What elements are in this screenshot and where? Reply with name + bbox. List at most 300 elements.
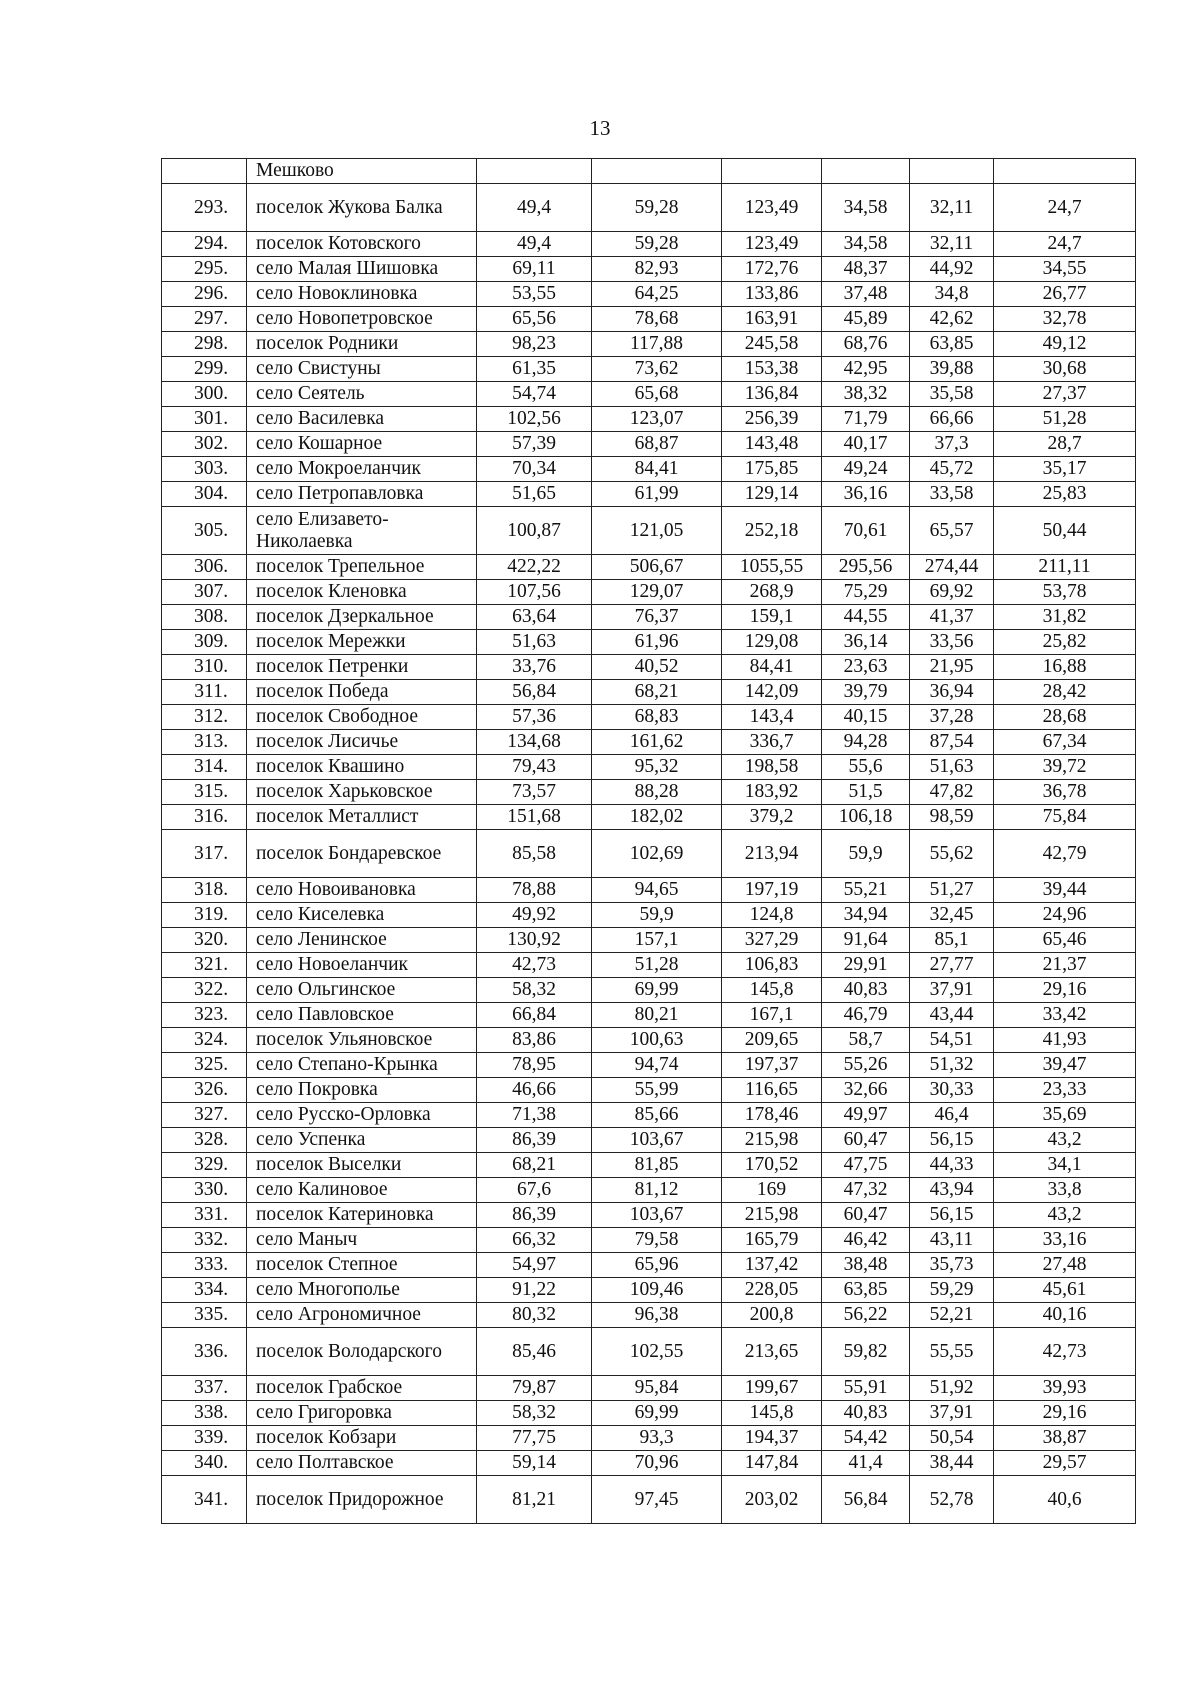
- value-cell-3: 136,84: [722, 382, 822, 407]
- value-cell-5: 43,44: [910, 1003, 994, 1028]
- value-cell-1: [477, 159, 592, 184]
- value-cell-3: [722, 159, 822, 184]
- value-cell-3: 209,65: [722, 1028, 822, 1053]
- settlement-name-cell: село Новоивановка: [247, 878, 477, 903]
- settlement-name-cell: село Мокроеланчик: [247, 457, 477, 482]
- value-cell-4: 56,84: [822, 1476, 910, 1524]
- value-cell-4: 51,5: [822, 780, 910, 805]
- value-cell-1: 100,87: [477, 507, 592, 555]
- table-row: [162, 257, 1136, 282]
- row-number-cell: 304.: [162, 482, 247, 507]
- row-number-cell: 293.: [162, 184, 247, 232]
- value-cell-6: 29,16: [994, 978, 1136, 1003]
- value-cell-6: 28,42: [994, 680, 1136, 705]
- value-cell-3: 133,86: [722, 282, 822, 307]
- row-number-cell: 326.: [162, 1078, 247, 1103]
- value-cell-6: 39,93: [994, 1376, 1136, 1401]
- value-cell-4: 29,91: [822, 953, 910, 978]
- row-number-cell: 296.: [162, 282, 247, 307]
- value-cell-2: 94,65: [592, 878, 722, 903]
- settlement-name-cell: поселок Победа: [247, 680, 477, 705]
- value-cell-5: 37,3: [910, 432, 994, 457]
- table-row: [162, 1303, 1136, 1328]
- table-row: [162, 830, 1136, 878]
- value-cell-5: 43,11: [910, 1228, 994, 1253]
- row-number-cell: 294.: [162, 232, 247, 257]
- row-number-cell: 322.: [162, 978, 247, 1003]
- row-number-cell: 338.: [162, 1401, 247, 1426]
- table-row: [162, 1426, 1136, 1451]
- table-row: [162, 232, 1136, 257]
- value-cell-6: 32,78: [994, 307, 1136, 332]
- value-cell-1: 78,95: [477, 1053, 592, 1078]
- value-cell-6: 43,2: [994, 1203, 1136, 1228]
- value-cell-4: 41,4: [822, 1451, 910, 1476]
- value-cell-5: 44,33: [910, 1153, 994, 1178]
- value-cell-2: 70,96: [592, 1451, 722, 1476]
- table-row: [162, 1128, 1136, 1153]
- value-cell-5: 45,72: [910, 457, 994, 482]
- row-number-cell: 319.: [162, 903, 247, 928]
- value-cell-3: 228,05: [722, 1278, 822, 1303]
- value-cell-4: 38,48: [822, 1253, 910, 1278]
- table-row: [162, 680, 1136, 705]
- value-cell-6: 27,37: [994, 382, 1136, 407]
- table-row: [162, 928, 1136, 953]
- table-row: [162, 1278, 1136, 1303]
- table-row: [162, 1178, 1136, 1203]
- value-cell-3: 215,98: [722, 1128, 822, 1153]
- row-number-cell: 332.: [162, 1228, 247, 1253]
- value-cell-5: 52,78: [910, 1476, 994, 1524]
- settlement-name-cell: село Ольгинское: [247, 978, 477, 1003]
- settlement-name-cell: поселок Кобзари: [247, 1426, 477, 1451]
- value-cell-3: 137,42: [722, 1253, 822, 1278]
- value-cell-5: 54,51: [910, 1028, 994, 1053]
- value-cell-6: 28,7: [994, 432, 1136, 457]
- value-cell-6: 67,34: [994, 730, 1136, 755]
- settlement-name-cell: село Успенка: [247, 1128, 477, 1153]
- value-cell-6: 24,7: [994, 232, 1136, 257]
- value-cell-3: 183,92: [722, 780, 822, 805]
- value-cell-3: 159,1: [722, 605, 822, 630]
- settlement-name-cell: Мешково: [247, 159, 477, 184]
- value-cell-4: 54,42: [822, 1426, 910, 1451]
- settlement-name-cell: село Павловское: [247, 1003, 477, 1028]
- value-cell-2: 68,21: [592, 680, 722, 705]
- value-cell-4: 70,61: [822, 507, 910, 555]
- table-row: [162, 184, 1136, 232]
- table-row: [162, 457, 1136, 482]
- value-cell-2: 81,85: [592, 1153, 722, 1178]
- value-cell-5: 36,94: [910, 680, 994, 705]
- row-number-cell: 324.: [162, 1028, 247, 1053]
- value-cell-5: 21,95: [910, 655, 994, 680]
- value-cell-5: 98,59: [910, 805, 994, 830]
- table-row: [162, 580, 1136, 605]
- row-number-cell: 321.: [162, 953, 247, 978]
- value-cell-3: 194,37: [722, 1426, 822, 1451]
- value-cell-4: 40,83: [822, 1401, 910, 1426]
- value-cell-2: 61,99: [592, 482, 722, 507]
- value-cell-6: [994, 159, 1136, 184]
- row-number-cell: 297.: [162, 307, 247, 332]
- settlement-name-cell: поселок Грабское: [247, 1376, 477, 1401]
- value-cell-4: 94,28: [822, 730, 910, 755]
- settlement-name-cell: село Новопетровское: [247, 307, 477, 332]
- table-row: [162, 1103, 1136, 1128]
- value-cell-5: 52,21: [910, 1303, 994, 1328]
- value-cell-3: 336,7: [722, 730, 822, 755]
- settlement-name-cell: село Русско-Орловка: [247, 1103, 477, 1128]
- settlement-name-cell: поселок Степное: [247, 1253, 477, 1278]
- value-cell-2: 55,99: [592, 1078, 722, 1103]
- settlement-name-cell: село Сеятель: [247, 382, 477, 407]
- value-cell-2: 121,05: [592, 507, 722, 555]
- settlement-name-cell: поселок Кленовка: [247, 580, 477, 605]
- value-cell-3: 145,8: [722, 978, 822, 1003]
- value-cell-5: 56,15: [910, 1128, 994, 1153]
- value-cell-3: 170,52: [722, 1153, 822, 1178]
- value-cell-5: 55,62: [910, 830, 994, 878]
- value-cell-3: 379,2: [722, 805, 822, 830]
- row-number-cell: 318.: [162, 878, 247, 903]
- value-cell-6: 41,93: [994, 1028, 1136, 1053]
- value-cell-2: 79,58: [592, 1228, 722, 1253]
- settlement-name-cell: поселок Бондаревское: [247, 830, 477, 878]
- table-body: [162, 159, 1136, 1524]
- value-cell-4: 55,91: [822, 1376, 910, 1401]
- value-cell-5: 50,54: [910, 1426, 994, 1451]
- settlement-name-cell: поселок Мережки: [247, 630, 477, 655]
- settlement-name-cell: поселок Жукова Балка: [247, 184, 477, 232]
- value-cell-1: 63,64: [477, 605, 592, 630]
- table-row: [162, 1003, 1136, 1028]
- table-row: [162, 1028, 1136, 1053]
- value-cell-6: 25,83: [994, 482, 1136, 507]
- value-cell-5: 51,27: [910, 878, 994, 903]
- value-cell-4: 68,76: [822, 332, 910, 357]
- value-cell-4: 42,95: [822, 357, 910, 382]
- value-cell-3: 197,19: [722, 878, 822, 903]
- value-cell-4: 56,22: [822, 1303, 910, 1328]
- value-cell-1: 53,55: [477, 282, 592, 307]
- value-cell-2: 68,87: [592, 432, 722, 457]
- settlement-name-cell: село Маныч: [247, 1228, 477, 1253]
- value-cell-1: 79,43: [477, 755, 592, 780]
- value-cell-1: 61,35: [477, 357, 592, 382]
- value-cell-2: 96,38: [592, 1303, 722, 1328]
- value-cell-2: 102,69: [592, 830, 722, 878]
- value-cell-1: 83,86: [477, 1028, 592, 1053]
- table-row: [162, 332, 1136, 357]
- row-number-cell: [162, 159, 247, 184]
- value-cell-2: 69,99: [592, 978, 722, 1003]
- value-cell-3: 153,38: [722, 357, 822, 382]
- settlement-name-cell: село Петропавловка: [247, 482, 477, 507]
- value-cell-1: 49,4: [477, 184, 592, 232]
- row-number-cell: 311.: [162, 680, 247, 705]
- value-cell-3: 124,8: [722, 903, 822, 928]
- row-number-cell: 313.: [162, 730, 247, 755]
- value-cell-2: 102,55: [592, 1328, 722, 1376]
- row-number-cell: 301.: [162, 407, 247, 432]
- value-cell-5: 33,58: [910, 482, 994, 507]
- value-cell-4: 34,58: [822, 232, 910, 257]
- value-cell-3: 213,65: [722, 1328, 822, 1376]
- value-cell-4: 71,79: [822, 407, 910, 432]
- value-cell-1: 86,39: [477, 1203, 592, 1228]
- value-cell-6: 211,11: [994, 555, 1136, 580]
- value-cell-1: 57,36: [477, 705, 592, 730]
- row-number-cell: 317.: [162, 830, 247, 878]
- value-cell-2: 94,74: [592, 1053, 722, 1078]
- value-cell-4: 91,64: [822, 928, 910, 953]
- value-cell-6: 27,48: [994, 1253, 1136, 1278]
- value-cell-4: 38,32: [822, 382, 910, 407]
- value-cell-6: 23,33: [994, 1078, 1136, 1103]
- value-cell-2: 85,66: [592, 1103, 722, 1128]
- row-number-cell: 333.: [162, 1253, 247, 1278]
- value-cell-4: 36,16: [822, 482, 910, 507]
- value-cell-4: 40,17: [822, 432, 910, 457]
- value-cell-1: 80,32: [477, 1303, 592, 1328]
- table-row: [162, 507, 1136, 555]
- value-cell-3: 199,67: [722, 1376, 822, 1401]
- value-cell-1: 51,65: [477, 482, 592, 507]
- value-cell-4: 44,55: [822, 605, 910, 630]
- table-row: [162, 1253, 1136, 1278]
- value-cell-4: 48,37: [822, 257, 910, 282]
- value-cell-1: 69,11: [477, 257, 592, 282]
- value-cell-6: 42,73: [994, 1328, 1136, 1376]
- value-cell-6: 39,44: [994, 878, 1136, 903]
- value-cell-3: 178,46: [722, 1103, 822, 1128]
- settlement-name-cell: село Ленинское: [247, 928, 477, 953]
- value-cell-6: 51,28: [994, 407, 1136, 432]
- value-cell-6: 40,16: [994, 1303, 1136, 1328]
- value-cell-4: 55,21: [822, 878, 910, 903]
- value-cell-6: 75,84: [994, 805, 1136, 830]
- value-cell-3: 129,14: [722, 482, 822, 507]
- value-cell-5: 39,88: [910, 357, 994, 382]
- table-row: [162, 780, 1136, 805]
- value-cell-3: 143,4: [722, 705, 822, 730]
- settlement-name-cell: село Калиновое: [247, 1178, 477, 1203]
- row-number-cell: 330.: [162, 1178, 247, 1203]
- value-cell-2: 161,62: [592, 730, 722, 755]
- value-cell-1: 49,4: [477, 232, 592, 257]
- value-cell-4: 40,15: [822, 705, 910, 730]
- table-row: [162, 357, 1136, 382]
- value-cell-2: 78,68: [592, 307, 722, 332]
- value-cell-4: 295,56: [822, 555, 910, 580]
- value-cell-3: 252,18: [722, 507, 822, 555]
- value-cell-6: 39,72: [994, 755, 1136, 780]
- settlement-name-cell: село Василевка: [247, 407, 477, 432]
- value-cell-6: 38,87: [994, 1426, 1136, 1451]
- settlement-name-cell: поселок Трепельное: [247, 555, 477, 580]
- value-cell-6: 42,79: [994, 830, 1136, 878]
- value-cell-4: 47,75: [822, 1153, 910, 1178]
- value-cell-1: 33,76: [477, 655, 592, 680]
- value-cell-1: 58,32: [477, 978, 592, 1003]
- value-cell-1: 78,88: [477, 878, 592, 903]
- value-cell-5: 47,82: [910, 780, 994, 805]
- value-cell-6: 53,78: [994, 580, 1136, 605]
- value-cell-1: 57,39: [477, 432, 592, 457]
- value-cell-1: 67,6: [477, 1178, 592, 1203]
- value-cell-6: 35,17: [994, 457, 1136, 482]
- value-cell-5: 87,54: [910, 730, 994, 755]
- value-cell-4: 63,85: [822, 1278, 910, 1303]
- value-cell-2: 69,99: [592, 1401, 722, 1426]
- row-number-cell: 305.: [162, 507, 247, 555]
- table-row: [162, 978, 1136, 1003]
- value-cell-6: 16,88: [994, 655, 1136, 680]
- value-cell-5: 65,57: [910, 507, 994, 555]
- value-cell-4: 34,58: [822, 184, 910, 232]
- row-number-cell: 298.: [162, 332, 247, 357]
- value-cell-5: 43,94: [910, 1178, 994, 1203]
- value-cell-2: 68,83: [592, 705, 722, 730]
- value-cell-1: 65,56: [477, 307, 592, 332]
- value-cell-2: 506,67: [592, 555, 722, 580]
- value-cell-6: 26,77: [994, 282, 1136, 307]
- value-cell-4: 40,83: [822, 978, 910, 1003]
- value-cell-2: 65,96: [592, 1253, 722, 1278]
- value-cell-3: 172,76: [722, 257, 822, 282]
- table-row: [162, 307, 1136, 332]
- value-cell-2: 76,37: [592, 605, 722, 630]
- value-cell-3: 123,49: [722, 184, 822, 232]
- row-number-cell: 320.: [162, 928, 247, 953]
- value-cell-6: 49,12: [994, 332, 1136, 357]
- table-row: [162, 1376, 1136, 1401]
- settlement-name-cell: поселок Котовского: [247, 232, 477, 257]
- value-cell-5: 35,73: [910, 1253, 994, 1278]
- value-cell-5: 32,45: [910, 903, 994, 928]
- value-cell-2: [592, 159, 722, 184]
- value-cell-2: 65,68: [592, 382, 722, 407]
- table-row: [162, 1228, 1136, 1253]
- table-row: [162, 407, 1136, 432]
- value-cell-3: 215,98: [722, 1203, 822, 1228]
- value-cell-2: 157,1: [592, 928, 722, 953]
- settlement-name-cell: село Киселевка: [247, 903, 477, 928]
- value-cell-2: 93,3: [592, 1426, 722, 1451]
- table-row: [162, 432, 1136, 457]
- settlement-name-cell: село Елизавето-Николаевка: [247, 507, 477, 555]
- value-cell-3: 175,85: [722, 457, 822, 482]
- value-cell-2: 129,07: [592, 580, 722, 605]
- value-cell-1: 85,46: [477, 1328, 592, 1376]
- value-cell-3: 129,08: [722, 630, 822, 655]
- value-cell-6: 50,44: [994, 507, 1136, 555]
- value-cell-4: 37,48: [822, 282, 910, 307]
- value-cell-4: 34,94: [822, 903, 910, 928]
- settlement-name-cell: село Свистуны: [247, 357, 477, 382]
- value-cell-5: 37,91: [910, 1401, 994, 1426]
- row-number-cell: 341.: [162, 1476, 247, 1524]
- value-cell-4: 58,7: [822, 1028, 910, 1053]
- settlement-name-cell: поселок Свободное: [247, 705, 477, 730]
- value-cell-6: 35,69: [994, 1103, 1136, 1128]
- value-cell-3: 327,29: [722, 928, 822, 953]
- value-cell-6: 65,46: [994, 928, 1136, 953]
- row-number-cell: 315.: [162, 780, 247, 805]
- value-cell-5: 33,56: [910, 630, 994, 655]
- value-cell-3: 163,91: [722, 307, 822, 332]
- value-cell-1: 56,84: [477, 680, 592, 705]
- value-cell-1: 134,68: [477, 730, 592, 755]
- table-row: [162, 953, 1136, 978]
- value-cell-6: 24,96: [994, 903, 1136, 928]
- value-cell-4: 49,97: [822, 1103, 910, 1128]
- value-cell-3: 116,65: [722, 1078, 822, 1103]
- value-cell-6: 28,68: [994, 705, 1136, 730]
- value-cell-6: 31,82: [994, 605, 1136, 630]
- value-cell-1: 81,21: [477, 1476, 592, 1524]
- value-cell-5: 55,55: [910, 1328, 994, 1376]
- table-row: [162, 755, 1136, 780]
- value-cell-2: 59,28: [592, 232, 722, 257]
- value-cell-6: 21,37: [994, 953, 1136, 978]
- value-cell-5: 37,91: [910, 978, 994, 1003]
- settlement-name-cell: поселок Родники: [247, 332, 477, 357]
- table-row: [162, 1328, 1136, 1376]
- value-cell-4: 59,82: [822, 1328, 910, 1376]
- settlement-name-cell: поселок Металлист: [247, 805, 477, 830]
- table-row: [162, 630, 1136, 655]
- value-cell-6: 33,8: [994, 1178, 1136, 1203]
- value-cell-2: 82,93: [592, 257, 722, 282]
- table-row: [162, 1053, 1136, 1078]
- continuation-row: [162, 159, 1136, 184]
- settlement-name-cell: село Полтавское: [247, 1451, 477, 1476]
- value-cell-5: 69,92: [910, 580, 994, 605]
- value-cell-3: 84,41: [722, 655, 822, 680]
- value-cell-4: 39,79: [822, 680, 910, 705]
- value-cell-1: 54,74: [477, 382, 592, 407]
- value-cell-6: 33,16: [994, 1228, 1136, 1253]
- value-cell-4: 32,66: [822, 1078, 910, 1103]
- value-cell-6: 45,61: [994, 1278, 1136, 1303]
- value-cell-3: 256,39: [722, 407, 822, 432]
- value-cell-6: 25,82: [994, 630, 1136, 655]
- value-cell-3: 1055,55: [722, 555, 822, 580]
- value-cell-5: 30,33: [910, 1078, 994, 1103]
- row-number-cell: 327.: [162, 1103, 247, 1128]
- value-cell-3: 197,37: [722, 1053, 822, 1078]
- value-cell-1: 91,22: [477, 1278, 592, 1303]
- value-cell-5: 42,62: [910, 307, 994, 332]
- row-number-cell: 300.: [162, 382, 247, 407]
- value-cell-4: 60,47: [822, 1128, 910, 1153]
- value-cell-5: 32,11: [910, 184, 994, 232]
- value-cell-2: 73,62: [592, 357, 722, 382]
- value-cell-5: 34,8: [910, 282, 994, 307]
- value-cell-5: 51,32: [910, 1053, 994, 1078]
- value-cell-4: 47,32: [822, 1178, 910, 1203]
- value-cell-5: 37,28: [910, 705, 994, 730]
- value-cell-6: 40,6: [994, 1476, 1136, 1524]
- value-cell-1: 59,14: [477, 1451, 592, 1476]
- table-row: [162, 730, 1136, 755]
- value-cell-6: 34,1: [994, 1153, 1136, 1178]
- value-cell-2: 84,41: [592, 457, 722, 482]
- table-row: [162, 605, 1136, 630]
